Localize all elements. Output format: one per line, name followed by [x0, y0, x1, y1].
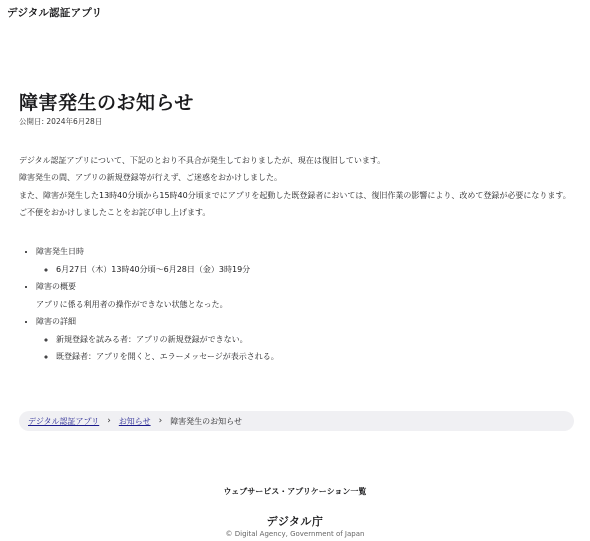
list-item — [36, 243, 579, 278]
list-item-detail: アプリに係る利用者の操作ができない状態となった。 — [36, 299, 228, 309]
article-body — [19, 152, 579, 221]
site-header-title[interactable]: デジタル認証アプリ — [7, 7, 103, 19]
paragraph: デジタル認証アプリについて、下記のとおり不具合が発生しておりましたが、現在は復旧しています。 — [19, 156, 386, 165]
list-item-heading: 障害発生日時 — [36, 247, 84, 257]
list-item-heading: 障害の詳細 — [36, 317, 76, 327]
breadcrumb-current: 障害発生のお知らせ — [170, 416, 242, 426]
paragraph: 障害発生の間、アプリの新規登録等が行えず、ご迷惑をおかけしました。 — [19, 173, 283, 183]
page-title: 障害発生のお知らせ — [19, 92, 194, 114]
sub-list-item: ◦ 既登録者：アプリを開くと、エラーメッセージが表示される。 — [56, 348, 579, 366]
footer-copyright: © Digital Agency, Government of Japan — [225, 530, 365, 538]
paragraph: また、障害が発生した13時40分頃から15時40分頃までにアプリを起動した既登録者においては、復旧作業の影響により、改めて登録が必要になります。 — [19, 190, 571, 200]
footer-logo[interactable]: デジタル庁 — [266, 515, 324, 528]
list-item — [36, 278, 579, 313]
chevron-right-icon: › — [158, 416, 163, 426]
sub-list — [36, 261, 579, 279]
incident-outline-list — [19, 243, 579, 366]
paragraph: ご不便をおかけしましたことをお詫び申し上げます。 — [19, 207, 211, 217]
breadcrumb-link-home[interactable]: デジタル認証アプリ — [28, 416, 100, 426]
breadcrumb-link-news[interactable]: お知らせ — [118, 416, 151, 426]
sub-list-item: ◦ 6月27日（木）13時40分頃～6月28日（金）3時19分 — [56, 261, 579, 279]
published-date: 公開日: 2024年6月28日 — [19, 117, 103, 126]
chevron-right-icon: › — [107, 416, 111, 426]
breadcrumb — [19, 411, 574, 431]
list-item-heading: 障害の概要 — [36, 282, 76, 292]
sub-list — [36, 331, 579, 366]
footer-services-link[interactable]: ウェブサービス・アプリケーション一覧 — [223, 487, 367, 496]
sub-list-item: ◦ 新規登録を試みる者：アプリの新規登録ができない。 — [56, 331, 579, 349]
list-item — [36, 313, 579, 366]
main-content — [19, 90, 579, 366]
